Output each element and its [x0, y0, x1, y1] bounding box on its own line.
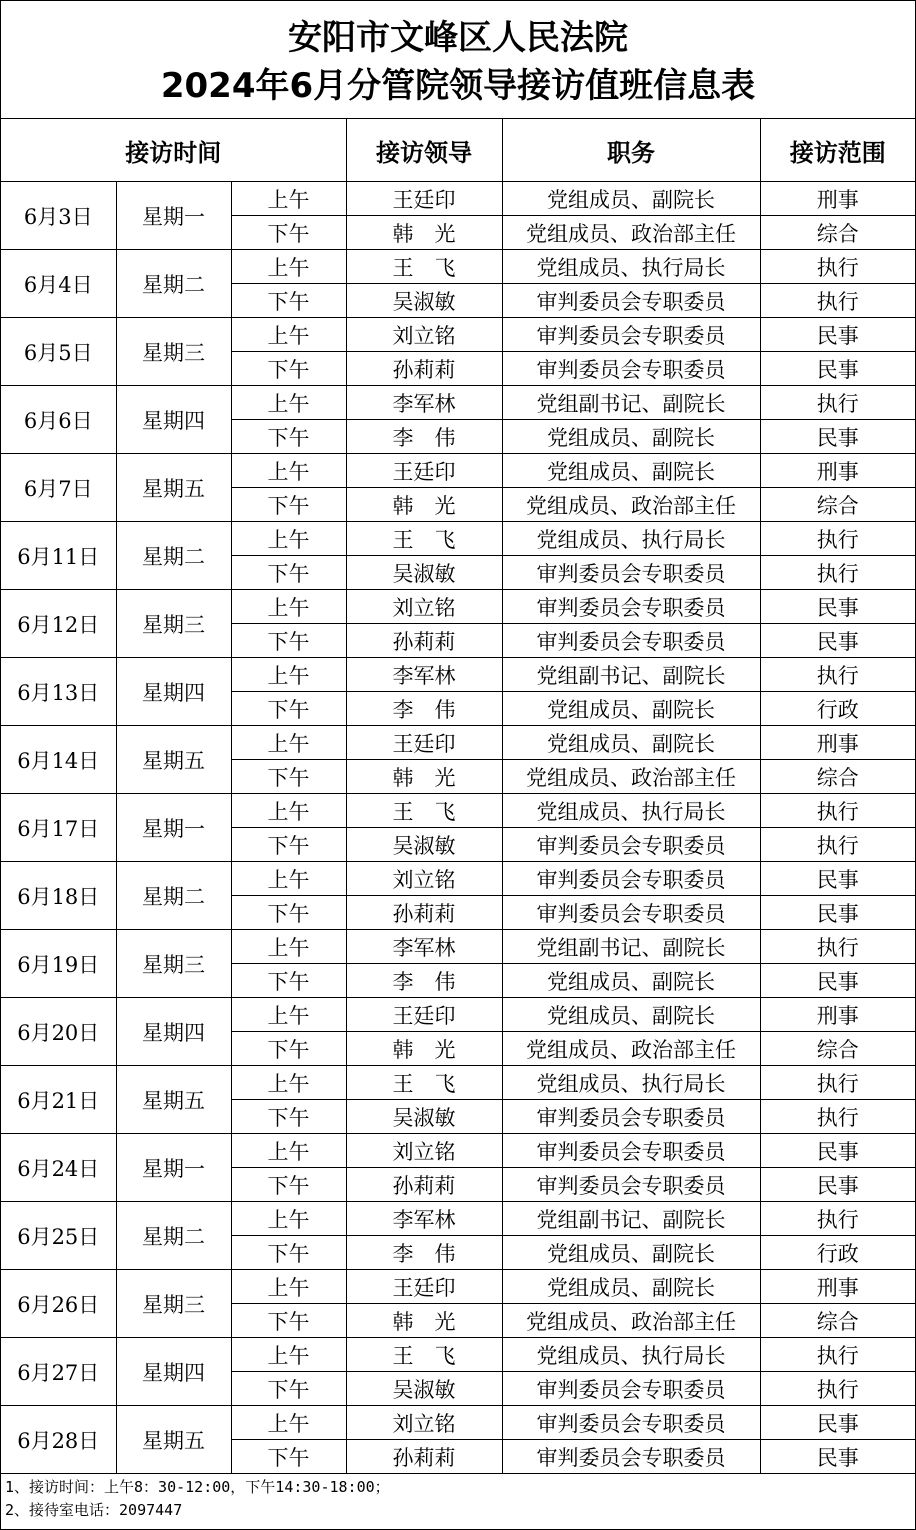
period-cell: 上午 — [231, 182, 346, 216]
scope-cell: 民事 — [760, 1406, 915, 1440]
scope-cell: 行政 — [760, 1236, 915, 1270]
scope-cell: 民事 — [760, 318, 915, 352]
weekday-cell: 星期二 — [116, 522, 231, 590]
leader-cell: 孙莉莉 — [346, 1168, 502, 1202]
leader-cell: 李 伟 — [346, 420, 502, 454]
scope-cell: 刑事 — [760, 998, 915, 1032]
leader-cell: 刘立铭 — [346, 590, 502, 624]
scope-cell: 执行 — [760, 1372, 915, 1406]
scope-cell: 民事 — [760, 352, 915, 386]
table-row — [1, 1406, 915, 1440]
leader-cell: 王 飞 — [346, 522, 502, 556]
period-cell: 下午 — [231, 1032, 346, 1066]
period-cell: 上午 — [231, 1338, 346, 1372]
position-cell: 党组成员、副院长 — [502, 1236, 760, 1270]
position-cell: 审判委员会专职委员 — [502, 1168, 760, 1202]
leader-cell: 王廷印 — [346, 182, 502, 216]
leader-cell: 李军林 — [346, 658, 502, 692]
weekday-cell: 星期二 — [116, 862, 231, 930]
table-row — [1, 658, 915, 692]
period-cell: 上午 — [231, 726, 346, 760]
date-cell: 6月11日 — [1, 522, 116, 590]
table-row — [1, 794, 915, 828]
leader-cell: 吴淑敏 — [346, 556, 502, 590]
scope-cell: 刑事 — [760, 182, 915, 216]
court-name-title: 安阳市文峰区人民法院 — [288, 18, 628, 58]
position-cell: 审判委员会专职委员 — [502, 896, 760, 930]
date-cell: 6月13日 — [1, 658, 116, 726]
period-cell: 下午 — [231, 556, 346, 590]
period-cell: 上午 — [231, 318, 346, 352]
weekday-cell: 星期四 — [116, 1338, 231, 1406]
position-cell: 党组成员、政治部主任 — [502, 1032, 760, 1066]
period-cell: 下午 — [231, 1440, 346, 1474]
position-cell: 党组成员、副院长 — [502, 454, 760, 488]
leader-cell: 吴淑敏 — [346, 1372, 502, 1406]
weekday-cell: 星期二 — [116, 250, 231, 318]
weekday-cell: 星期三 — [116, 1270, 231, 1338]
date-cell: 6月4日 — [1, 250, 116, 318]
weekday-cell: 星期一 — [116, 182, 231, 250]
leader-cell: 刘立铭 — [346, 1406, 502, 1440]
scope-cell: 民事 — [760, 862, 915, 896]
period-cell: 上午 — [231, 250, 346, 284]
table-row — [1, 454, 915, 488]
leader-cell: 吴淑敏 — [346, 1100, 502, 1134]
date-cell: 6月18日 — [1, 862, 116, 930]
leader-cell: 王 飞 — [346, 1066, 502, 1100]
position-cell: 党组副书记、副院长 — [502, 386, 760, 420]
scope-cell: 民事 — [760, 1440, 915, 1474]
position-cell: 审判委员会专职委员 — [502, 1440, 760, 1474]
scope-cell: 执行 — [760, 658, 915, 692]
position-cell: 审判委员会专职委员 — [502, 284, 760, 318]
table-row — [1, 862, 915, 896]
leader-cell: 李 伟 — [346, 1236, 502, 1270]
period-cell: 下午 — [231, 624, 346, 658]
period-cell: 上午 — [231, 1270, 346, 1304]
period-cell: 上午 — [231, 1202, 346, 1236]
leader-cell: 吴淑敏 — [346, 284, 502, 318]
table-row — [1, 522, 915, 556]
period-cell: 下午 — [231, 896, 346, 930]
leader-cell: 孙莉莉 — [346, 1440, 502, 1474]
table-row — [1, 250, 915, 284]
position-cell: 党组成员、执行局长 — [502, 1338, 760, 1372]
leader-cell: 李军林 — [346, 1202, 502, 1236]
position-cell: 党组成员、副院长 — [502, 998, 760, 1032]
leader-cell: 王廷印 — [346, 454, 502, 488]
scope-cell: 综合 — [760, 1032, 915, 1066]
schedule-title: 2024年6月分管院领导接访值班信息表 — [160, 66, 756, 106]
table-row — [1, 998, 915, 1032]
position-cell: 审判委员会专职委员 — [502, 556, 760, 590]
period-cell: 下午 — [231, 488, 346, 522]
note-line: 1、接访时间：上午8：30-12:00，下午14:30-18:00； — [5, 1478, 390, 1496]
position-cell: 党组成员、执行局长 — [502, 250, 760, 284]
weekday-cell: 星期一 — [116, 1134, 231, 1202]
scope-cell: 执行 — [760, 522, 915, 556]
title-block — [1, 1, 915, 119]
leader-cell: 王 飞 — [346, 250, 502, 284]
leader-cell: 王廷印 — [346, 1270, 502, 1304]
leader-cell: 李 伟 — [346, 692, 502, 726]
notes — [1, 1474, 915, 1522]
leader-cell: 孙莉莉 — [346, 896, 502, 930]
scope-cell: 执行 — [760, 1338, 915, 1372]
date-cell: 6月12日 — [1, 590, 116, 658]
table-row — [1, 1338, 915, 1372]
period-cell: 下午 — [231, 692, 346, 726]
position-cell: 党组成员、政治部主任 — [502, 760, 760, 794]
leader-cell: 王 飞 — [346, 794, 502, 828]
duty-table — [1, 119, 915, 1474]
position-cell: 党组成员、副院长 — [502, 692, 760, 726]
scope-cell: 刑事 — [760, 726, 915, 760]
table-row — [1, 930, 915, 964]
scope-cell: 综合 — [760, 1304, 915, 1338]
leader-cell: 刘立铭 — [346, 1134, 502, 1168]
scope-cell: 民事 — [760, 624, 915, 658]
date-cell: 6月26日 — [1, 1270, 116, 1338]
period-cell: 上午 — [231, 658, 346, 692]
weekday-cell: 星期四 — [116, 998, 231, 1066]
period-cell: 下午 — [231, 1372, 346, 1406]
period-cell: 上午 — [231, 386, 346, 420]
leader-cell: 李 伟 — [346, 964, 502, 998]
position-cell: 党组成员、副院长 — [502, 182, 760, 216]
period-cell: 下午 — [231, 216, 346, 250]
weekday-cell: 星期三 — [116, 318, 231, 386]
position-cell: 党组成员、副院长 — [502, 726, 760, 760]
scope-cell: 执行 — [760, 1066, 915, 1100]
schedule-body — [1, 182, 915, 1474]
position-cell: 党组成员、政治部主任 — [502, 216, 760, 250]
date-cell: 6月7日 — [1, 454, 116, 522]
date-cell: 6月24日 — [1, 1134, 116, 1202]
leader-cell: 韩 光 — [346, 760, 502, 794]
date-cell: 6月5日 — [1, 318, 116, 386]
weekday-cell: 星期四 — [116, 386, 231, 454]
weekday-cell: 星期一 — [116, 794, 231, 862]
table-row — [1, 1202, 915, 1236]
period-cell: 上午 — [231, 1134, 346, 1168]
leader-cell: 李军林 — [346, 386, 502, 420]
table-row — [1, 726, 915, 760]
scope-cell: 执行 — [760, 1202, 915, 1236]
position-cell: 党组成员、政治部主任 — [502, 1304, 760, 1338]
weekday-cell: 星期二 — [116, 1202, 231, 1270]
scope-cell: 民事 — [760, 896, 915, 930]
period-cell: 上午 — [231, 454, 346, 488]
period-cell: 上午 — [231, 794, 346, 828]
header-row — [1, 119, 915, 182]
position-cell: 党组成员、执行局长 — [502, 522, 760, 556]
leader-cell: 韩 光 — [346, 1304, 502, 1338]
scope-cell: 执行 — [760, 284, 915, 318]
position-cell: 党组成员、执行局长 — [502, 794, 760, 828]
table-row — [1, 386, 915, 420]
weekday-cell: 星期四 — [116, 658, 231, 726]
period-cell: 上午 — [231, 1066, 346, 1100]
date-cell: 6月3日 — [1, 182, 116, 250]
position-cell: 党组成员、政治部主任 — [502, 488, 760, 522]
date-cell: 6月25日 — [1, 1202, 116, 1270]
leader-cell: 韩 光 — [346, 1032, 502, 1066]
period-cell: 上午 — [231, 1406, 346, 1440]
position-cell: 审判委员会专职委员 — [502, 1406, 760, 1440]
table-row — [1, 590, 915, 624]
weekday-cell: 星期三 — [116, 590, 231, 658]
header-scope: 接访范围 — [760, 119, 915, 182]
position-cell: 审判委员会专职委员 — [502, 828, 760, 862]
leader-cell: 孙莉莉 — [346, 624, 502, 658]
position-cell: 党组副书记、副院长 — [502, 658, 760, 692]
header-leader: 接访领导 — [346, 119, 502, 182]
position-cell: 党组成员、副院长 — [502, 964, 760, 998]
scope-cell: 综合 — [760, 760, 915, 794]
scope-cell: 执行 — [760, 794, 915, 828]
date-cell: 6月27日 — [1, 1338, 116, 1406]
period-cell: 上午 — [231, 590, 346, 624]
leader-cell: 韩 光 — [346, 216, 502, 250]
table-row — [1, 1134, 915, 1168]
scope-cell: 民事 — [760, 420, 915, 454]
header-position: 职务 — [502, 119, 760, 182]
period-cell: 上午 — [231, 998, 346, 1032]
leader-cell: 王 飞 — [346, 1338, 502, 1372]
scope-cell: 综合 — [760, 216, 915, 250]
position-cell: 审判委员会专职委员 — [502, 352, 760, 386]
period-cell: 上午 — [231, 862, 346, 896]
leader-cell: 韩 光 — [346, 488, 502, 522]
leader-cell: 王廷印 — [346, 726, 502, 760]
period-cell: 下午 — [231, 352, 346, 386]
period-cell: 下午 — [231, 964, 346, 998]
leader-cell: 吴淑敏 — [346, 828, 502, 862]
scope-cell: 执行 — [760, 1100, 915, 1134]
header-time: 接访时间 — [1, 119, 346, 182]
date-cell: 6月28日 — [1, 1406, 116, 1474]
leader-cell: 李军林 — [346, 930, 502, 964]
scope-cell: 执行 — [760, 386, 915, 420]
scope-cell: 民事 — [760, 964, 915, 998]
period-cell: 下午 — [231, 420, 346, 454]
position-cell: 党组成员、副院长 — [502, 1270, 760, 1304]
scope-cell: 执行 — [760, 250, 915, 284]
scope-cell: 执行 — [760, 556, 915, 590]
date-cell: 6月14日 — [1, 726, 116, 794]
scope-cell: 刑事 — [760, 454, 915, 488]
position-cell: 审判委员会专职委员 — [502, 318, 760, 352]
leader-cell: 孙莉莉 — [346, 352, 502, 386]
scope-cell: 民事 — [760, 1168, 915, 1202]
weekday-cell: 星期五 — [116, 726, 231, 794]
scope-cell: 民事 — [760, 590, 915, 624]
scope-cell: 综合 — [760, 488, 915, 522]
position-cell: 审判委员会专职委员 — [502, 1372, 760, 1406]
scope-cell: 执行 — [760, 930, 915, 964]
scope-cell: 刑事 — [760, 1270, 915, 1304]
period-cell: 下午 — [231, 1236, 346, 1270]
position-cell: 党组副书记、副院长 — [502, 930, 760, 964]
leader-cell: 王廷印 — [346, 998, 502, 1032]
date-cell: 6月21日 — [1, 1066, 116, 1134]
period-cell: 下午 — [231, 284, 346, 318]
period-cell: 上午 — [231, 522, 346, 556]
period-cell: 上午 — [231, 930, 346, 964]
position-cell: 审判委员会专职委员 — [502, 590, 760, 624]
position-cell: 党组成员、副院长 — [502, 420, 760, 454]
scope-cell: 民事 — [760, 1134, 915, 1168]
date-cell: 6月20日 — [1, 998, 116, 1066]
table-row — [1, 182, 915, 216]
weekday-cell: 星期五 — [116, 454, 231, 522]
position-cell: 党组副书记、副院长 — [502, 1202, 760, 1236]
period-cell: 下午 — [231, 1100, 346, 1134]
table-row — [1, 1066, 915, 1100]
date-cell: 6月6日 — [1, 386, 116, 454]
table-row — [1, 318, 915, 352]
weekday-cell: 星期五 — [116, 1406, 231, 1474]
position-cell: 审判委员会专职委员 — [502, 1134, 760, 1168]
scope-cell: 执行 — [760, 828, 915, 862]
table-row — [1, 1270, 915, 1304]
position-cell: 审判委员会专职委员 — [502, 624, 760, 658]
period-cell: 下午 — [231, 1304, 346, 1338]
period-cell: 下午 — [231, 1168, 346, 1202]
period-cell: 下午 — [231, 760, 346, 794]
leader-cell: 刘立铭 — [346, 862, 502, 896]
position-cell: 党组成员、执行局长 — [502, 1066, 760, 1100]
date-cell: 6月19日 — [1, 930, 116, 998]
date-cell: 6月17日 — [1, 794, 116, 862]
position-cell: 审判委员会专职委员 — [502, 862, 760, 896]
position-cell: 审判委员会专职委员 — [502, 1100, 760, 1134]
leader-cell: 刘立铭 — [346, 318, 502, 352]
period-cell: 下午 — [231, 828, 346, 862]
weekday-cell: 星期五 — [116, 1066, 231, 1134]
weekday-cell: 星期三 — [116, 930, 231, 998]
scope-cell: 行政 — [760, 692, 915, 726]
note-line: 2、接待室电话：2097447 — [5, 1501, 183, 1519]
